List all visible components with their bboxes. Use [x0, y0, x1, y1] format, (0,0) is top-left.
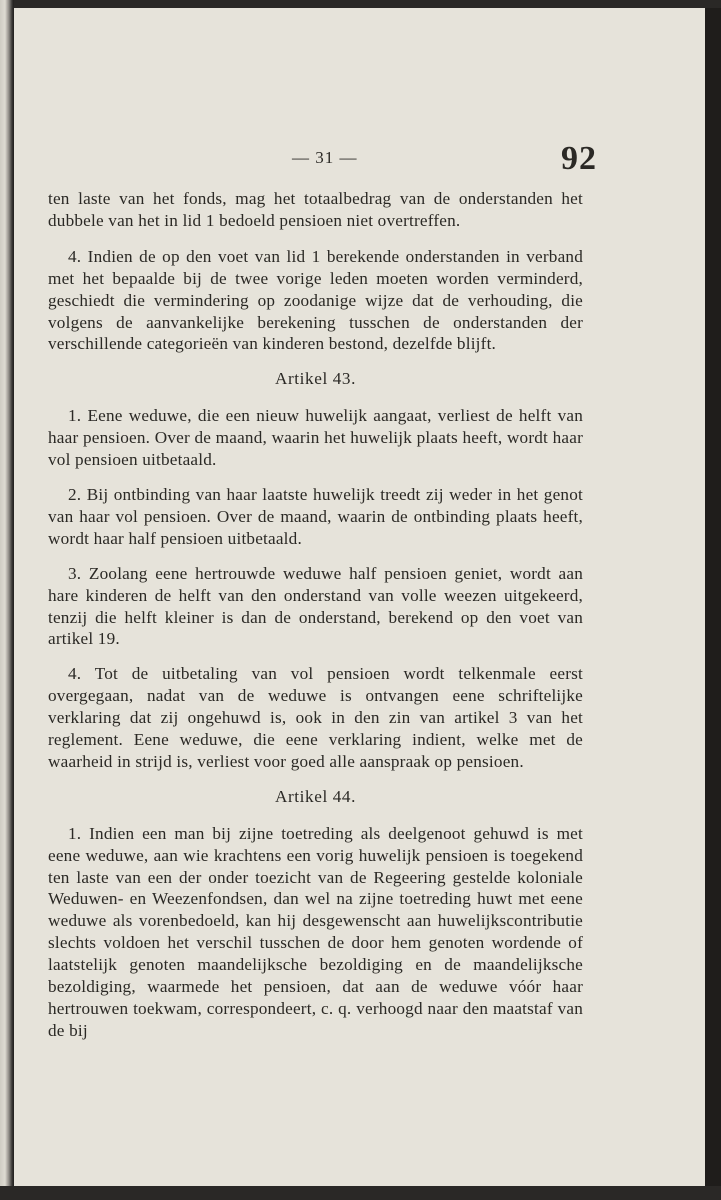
heading-artikel-44: Artikel 44. [274, 786, 357, 806]
paragraph-43-2: 2. Bij ontbinding van haar laatste huwelijk treedt zij weder in het genot van haar vol pensioen. Over de maand, waarin de ontbinding plaats heeft, wordt haar half pensioen uitbetaald. [48, 484, 583, 548]
book-page [14, 8, 705, 1186]
paragraph-43-3: 3. Zoolang eene hertrouwde weduwe half pensioen geniet, wordt aan hare kinderen de helft van den onderstand van volle weezen uitgekeerd, tenzij die helft kleiner is dan de onderstand, berekend op den voet van artikel 19. [48, 563, 583, 649]
body-text [48, 188, 583, 1042]
folio-number: 92 [561, 140, 597, 177]
paragraph-43-1: 1. Eene weduwe, die een nieuw huwelijk aangaat, verliest de helft van haar pensioen. Over de maand, waarin het huwelijk plaats heeft, wordt haar vol pensioen uitbetaald. [48, 406, 583, 470]
scan-bottom-edge [0, 1186, 721, 1200]
heading-artikel-43: Artikel 43. [274, 369, 357, 389]
paragraph-43-4: 4. Tot de uitbetaling van vol pensioen wordt telkenmale eerst overgegaan, nadat van de weduwe is ontvangen eene schriftelijke verklaring dat zij ongehuwd is, ook in den zin van artikel 3 van het reglement. Eene weduwe, die eene verklaring indient, welke met de waarheid in strijd is, verliest voor goed alle aanspraak op pensioen. [48, 664, 583, 771]
paragraph-42-4: 4. Indien de op den voet van lid 1 berekende onderstanden in verband met het bepaalde bij de twee vorige leden moeten worden verminderd, geschiedt die vermindering op zoodanige wijze dat de verhouding, die volgens de aanvankelijke berekening tusschen de onderstanden der verschillende categorieën van kinderen bestond, dezelfde blijft. [48, 246, 583, 354]
book-binding-edge [0, 0, 14, 1200]
scan-top-edge [0, 0, 721, 8]
paragraph-continuation: ten laste van het fonds, mag het totaalbedrag van de onderstanden het dubbele van het in lid 1 bedoeld pensioen niet overtreffen. [48, 189, 583, 230]
paragraph-44-1: 1. Indien een man bij zijne toetreding als deelgenoot gehuwd is met eene weduwe, aan wie krachtens een vorig huwelijk pensioen is toegekend ten laste van een der onder toezicht van de Regeering gestelde koloniale Weduwen- en Weezenfondsen, dan wel na zijne toetreding huwt met eene weduwe als vorenbedoeld, kan hij desgewenscht aan huwelijkscontributie slechts voldoen het verschil tusschen de door hem genoten wordende of laatstelijk genoten maandelijksche bezoldiging en de maandelijksche bezoldiging, waarmede het pensioen, dat aan de weduwe vóór haar hertrouwen toekwam, correspondeert, c. q. verhoogd naar den maatstaf van de bij [48, 823, 583, 1040]
page-number: — 31 — [292, 148, 358, 167]
